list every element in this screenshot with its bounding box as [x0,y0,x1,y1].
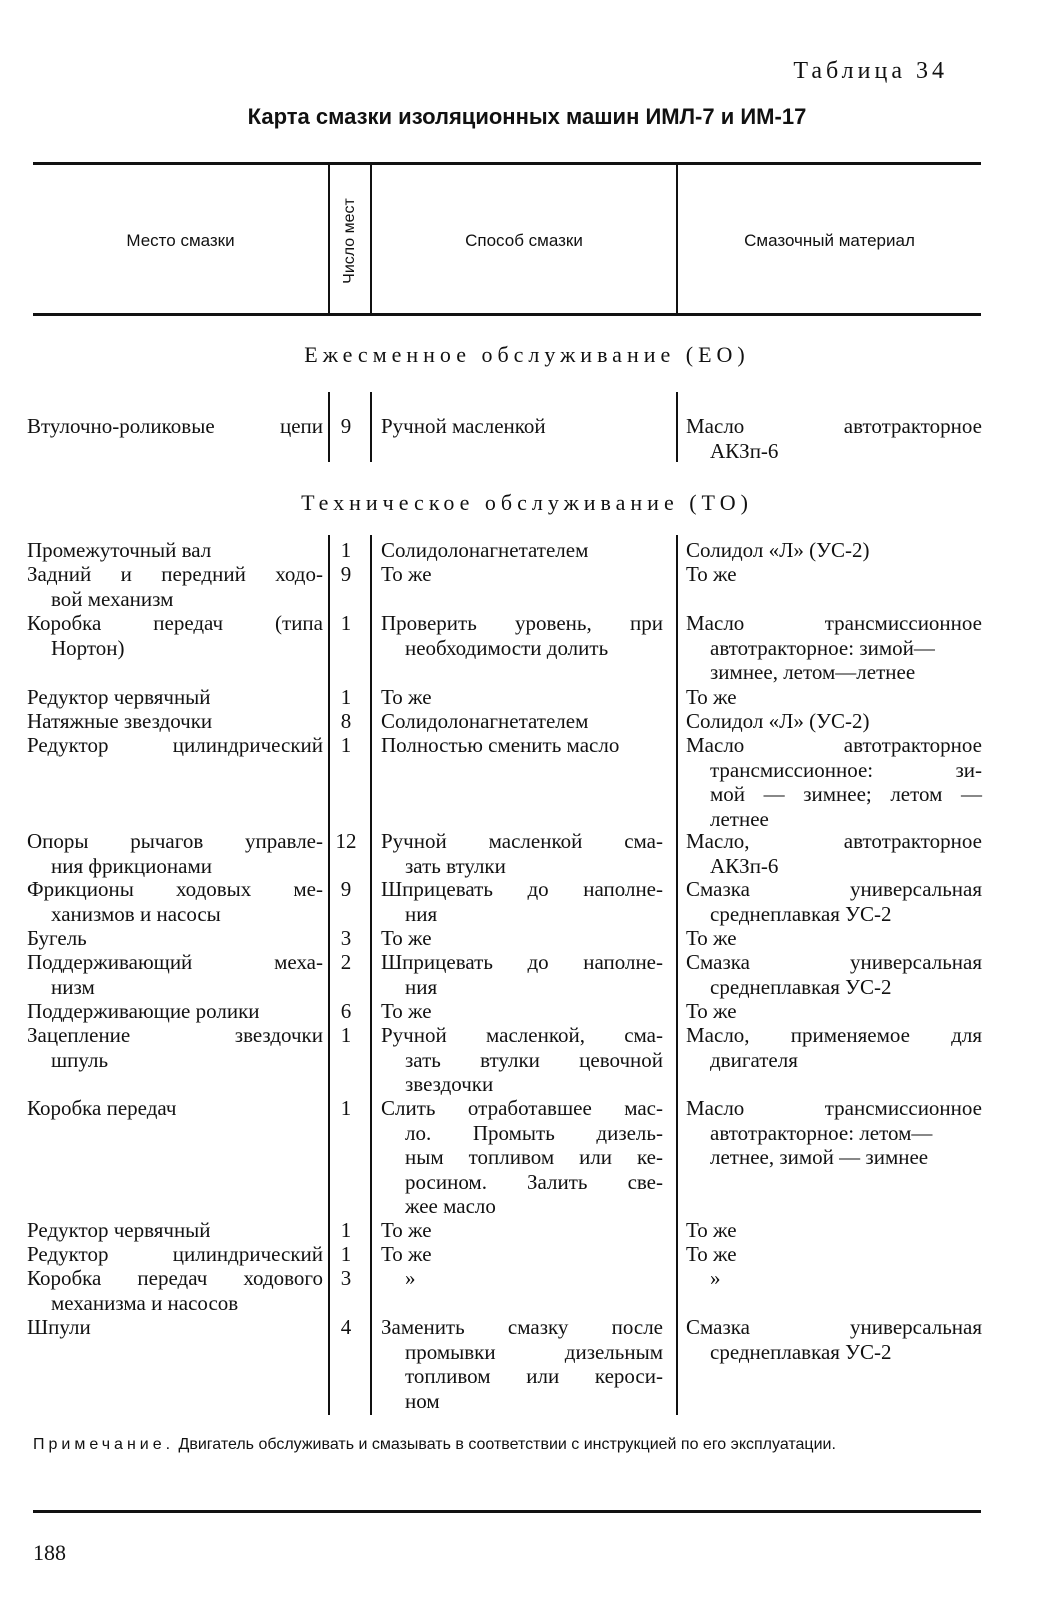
table-title: Карта смазки изоляционных машин ИМЛ-7 и ИМ-17 [247,104,807,129]
row-6-material: Масло автотракторное трансмиссионное: зи- мой — зимнее; летом — летнее [686,733,982,831]
header-material: Смазочный материал [744,231,915,250]
row-12-material: Масло, применяемое для двигателя [686,1023,982,1072]
row-4-material: То же [686,685,737,709]
row-6-count: 1 [340,733,352,757]
row-12-method: Ручной масленкой, сма- зать втулки цевочной звездочки [381,1023,663,1096]
header-place: Место смазки [126,231,235,250]
row-10-count: 2 [340,950,352,974]
footnote-text: Двигатель обслуживать и смазывать в соответствии с инструкцией по его эксплуатации. [178,1436,836,1453]
row-5-material: Солидол «Л» (УС-2) [686,709,870,733]
section-heading-eo: Ежесменное обслуживание (ЕО) [304,342,750,367]
row-10-method: Шприцевать до наполне- ния [381,950,663,999]
row-16-count: 3 [340,1266,352,1290]
row-2-place: Задний и передний ходо- вой механизм [27,562,323,611]
row-7-material: Масло, автотракторное АКЗп-6 [686,829,982,878]
row-6-place: Редуктор цилиндрический [27,733,323,757]
row-13-material: Масло трансмиссионное автотракторное: летом— летнее, зимой — зимнее [686,1096,982,1169]
row-11-method: То же [381,999,432,1023]
header-count: Число мест [341,198,358,284]
row-7-count: 12 [335,829,357,853]
row-3-place: Коробка передач (типа Нортон) [27,611,323,660]
row-11-count: 6 [340,999,352,1023]
row-0-place: Втулочно-роликовые цепи [27,414,323,438]
header-bottom-rule [33,313,981,316]
row-10-material: Смазка универсальная среднеплавкая УС-2 [686,950,982,999]
row-12-place: Зацепление звездочки шпуль [27,1023,323,1072]
row-3-material: Масло трансмиссионное автотракторное: зимой— зимнее, летом—летнее [686,611,982,684]
row-9-place: Бугель [27,926,87,950]
row-13-method: Слить отработавшее мас- ло. Промыть дизель- ным топливом или ке- росином. Залить све- жее масло [381,1096,663,1218]
eo-col-divider-3 [676,392,678,462]
footnote-lead: Примечание. [33,1436,175,1453]
row-8-count: 9 [340,877,352,901]
row-9-material: То же [686,926,737,950]
row-8-material: Смазка универсальная среднеплавкая УС-2 [686,877,982,926]
row-17-material: Смазка универсальная среднеплавкая УС-2 [686,1315,982,1364]
table-number-label: Таблица 34 [793,58,948,84]
row-2-count: 9 [340,562,352,586]
row-12-count: 1 [340,1023,352,1047]
row-7-place: Опоры рычагов управле- ния фрикционами [27,829,323,878]
row-3-count: 1 [340,611,352,635]
row-15-method: То же [381,1242,432,1266]
row-1-material: Солидол «Л» (УС-2) [686,538,870,562]
row-8-method: Шприцевать до наполне- ния [381,877,663,926]
row-1-place: Промежуточный вал [27,538,212,562]
row-5-count: 8 [340,709,352,733]
to-col-divider-2 [370,535,372,1415]
row-4-method: То же [381,685,432,709]
row-7-method: Ручной масленкой сма- зать втулки [381,829,663,878]
to-col-divider-3 [676,535,678,1415]
row-14-place: Редуктор червячный [27,1218,211,1242]
row-14-count: 1 [340,1218,352,1242]
row-0-count: 9 [340,414,352,438]
row-11-place: Поддерживающие ролики [27,999,260,1023]
row-6-method: Полностью сменить масло [381,733,620,757]
row-2-material: То же [686,562,737,586]
row-15-place: Редуктор цилиндрический [27,1242,323,1266]
row-1-count: 1 [340,538,352,562]
row-8-place: Фрикционы ходовых ме- ханизмов и насосы [27,877,323,926]
row-0-material: Масло автотракторное АКЗп-6 [686,414,982,463]
eo-col-divider-2 [370,392,372,462]
row-17-count: 4 [340,1315,352,1339]
row-9-method: То же [381,926,432,950]
row-4-count: 1 [340,685,352,709]
row-14-material: То же [686,1218,737,1242]
row-13-place: Коробка передач [27,1096,177,1120]
row-10-place: Поддерживающий меха- низм [27,950,323,999]
row-13-count: 1 [340,1096,352,1120]
table-footnote [33,1434,987,1455]
header-col-divider-1 [328,165,330,313]
row-15-count: 1 [340,1242,352,1266]
row-5-place: Натяжные звездочки [27,709,213,733]
row-14-method: То же [381,1218,432,1242]
footer-rule [33,1510,981,1513]
row-4-place: Редуктор червячный [27,685,211,709]
header-method: Способ смазки [465,231,583,250]
row-17-place: Шпули [27,1315,91,1339]
row-16-material: » [710,1266,721,1290]
row-16-method: » [405,1266,416,1290]
row-1-method: Солидолонагнетателем [381,538,589,562]
row-0-method: Ручной масленкой [381,414,546,438]
row-11-material: То же [686,999,737,1023]
row-9-count: 3 [340,926,352,950]
page-number: 188 [33,1540,66,1565]
row-15-material: То же [686,1242,737,1266]
row-17-method: Заменить смазку после промывки дизельным топливом или кероси- ном [381,1315,663,1413]
row-3-method: Проверить уровень, при необходимости долить [381,611,663,660]
top-rule [33,162,981,165]
row-2-method: То же [381,562,432,586]
row-16-place: Коробка передач ходового механизма и насосов [27,1266,323,1315]
row-5-method: Солидолонагнетателем [381,709,589,733]
section-heading-to: Техническое обслуживание (ТО) [301,490,753,515]
